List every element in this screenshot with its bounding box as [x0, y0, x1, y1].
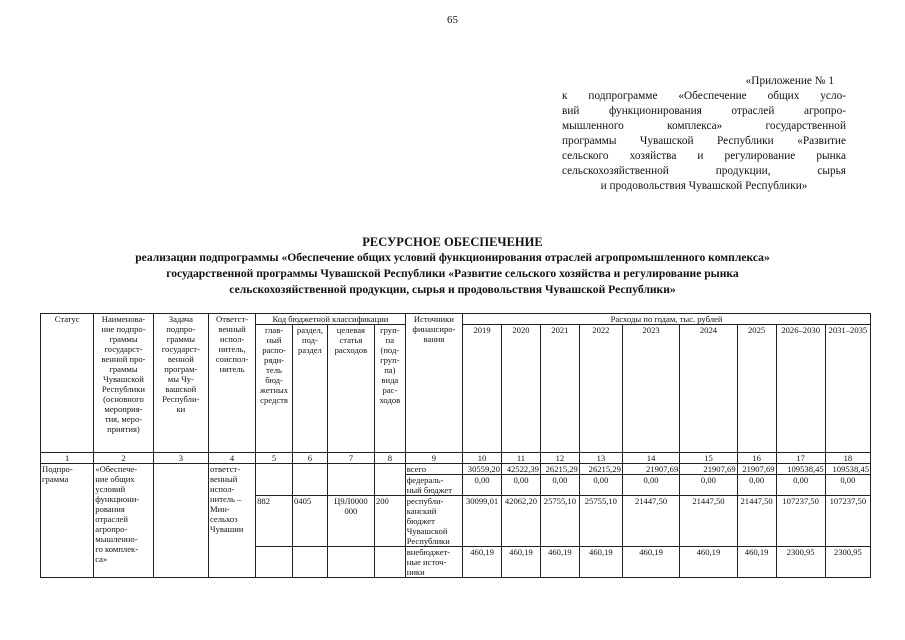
- cell-value: 25755,10: [579, 496, 622, 547]
- column-number-row: [41, 453, 871, 464]
- column-number: 2: [94, 453, 153, 464]
- column-number: 9: [405, 453, 462, 464]
- header-executor: Ответст- венный испол- нитель, соиспол- нитель: [209, 314, 256, 453]
- page-number: 65: [447, 14, 458, 26]
- cell-value: 42522,39: [502, 464, 541, 475]
- cell-value: 21447,50: [622, 496, 679, 547]
- header-status: Статус: [41, 314, 94, 453]
- header-expenses-group: Расходы по годам, тыс. рублей: [463, 314, 871, 325]
- header-budget-code-group: Код бюджетной классификации: [256, 314, 406, 325]
- header-task: Задача подпро- граммы государст- венной програм- мы Чу- вашской Республи- ки: [153, 314, 208, 453]
- header-budget-code: груп- па (под- груп- па) вида рас- ходов: [374, 325, 405, 453]
- column-number: 4: [209, 453, 256, 464]
- column-number: 14: [622, 453, 679, 464]
- cell-value: 107237,50: [776, 496, 825, 547]
- header-budget-code: целевая статья расходов: [327, 325, 374, 453]
- appendix-line: мышленного комплекса» государственной: [562, 120, 846, 132]
- header-year: 2025: [737, 325, 776, 453]
- column-number: 7: [327, 453, 374, 464]
- cell-value: 0,00: [737, 475, 776, 496]
- header-row: [41, 314, 871, 325]
- cell-value: 0,00: [776, 475, 825, 496]
- header-year: 2023: [622, 325, 679, 453]
- column-number: 1: [41, 453, 94, 464]
- appendix-line: вий функционирования отраслей агропро-: [562, 105, 846, 117]
- column-number: 6: [293, 453, 328, 464]
- resource-table: [40, 313, 871, 578]
- header-year: 2020: [502, 325, 541, 453]
- cell-value: 25755,10: [540, 496, 579, 547]
- cell-value: 109538,45: [776, 464, 825, 475]
- appendix-line: и продовольствия Чувашской Республики»: [600, 180, 808, 192]
- cell-vr: [374, 464, 405, 475]
- cell-value: 21447,50: [680, 496, 737, 547]
- cell-value: 2300,95: [776, 547, 825, 578]
- cell-status: Подпро- грамма: [41, 464, 94, 578]
- column-number: 18: [825, 453, 870, 464]
- cell-value: 460,19: [463, 547, 502, 578]
- appendix-line: сельскохозяйственной продукции, сырья: [562, 165, 846, 177]
- cell-task: [153, 464, 208, 578]
- header-year: 2019: [463, 325, 502, 453]
- cell-vr: [374, 475, 405, 496]
- cell-rz: 0405: [293, 496, 328, 547]
- cell-value: 26215,29: [540, 464, 579, 475]
- document-title: [0, 234, 905, 298]
- cell-value: 42062,20: [502, 496, 541, 547]
- cell-gr: [256, 547, 293, 578]
- cell-rz: [293, 547, 328, 578]
- cell-value: 0,00: [680, 475, 737, 496]
- column-number: 10: [463, 453, 502, 464]
- cell-value: 0,00: [622, 475, 679, 496]
- column-number: 3: [153, 453, 208, 464]
- cell-value: 0,00: [502, 475, 541, 496]
- column-number: 8: [374, 453, 405, 464]
- appendix-block: [562, 74, 846, 194]
- cell-value: 0,00: [540, 475, 579, 496]
- header-budget-code: глав- ный распо- ряди- тель бюд- жетных средств: [256, 325, 293, 453]
- cell-value: 26215,29: [579, 464, 622, 475]
- cell-cs: [327, 547, 374, 578]
- appendix-line: к подпрограмме «Обеспечение общих усло-: [562, 90, 846, 102]
- cell-value: 460,19: [579, 547, 622, 578]
- appendix-line: сельского хозяйства и регулирование рынка: [562, 150, 846, 162]
- column-number: 5: [256, 453, 293, 464]
- cell-source: федераль- ный бюджет: [405, 475, 462, 496]
- cell-value: 21907,69: [737, 464, 776, 475]
- cell-value: 460,19: [622, 547, 679, 578]
- cell-cs: [327, 475, 374, 496]
- cell-gr: [256, 464, 293, 475]
- cell-value: 21907,69: [622, 464, 679, 475]
- cell-source: внебюджет- ные источ- ники: [405, 547, 462, 578]
- cell-value: 460,19: [502, 547, 541, 578]
- header-sources: Источники финансиро- вания: [405, 314, 462, 453]
- cell-source: всего: [405, 464, 462, 475]
- column-number: 15: [680, 453, 737, 464]
- cell-gr: 882: [256, 496, 293, 547]
- cell-value: 21907,69: [680, 464, 737, 475]
- column-number: 11: [502, 453, 541, 464]
- appendix-head: «Приложение № 1: [745, 75, 834, 87]
- column-number: 16: [737, 453, 776, 464]
- table-row: [41, 464, 871, 475]
- cell-value: 21447,50: [737, 496, 776, 547]
- cell-value: 460,19: [737, 547, 776, 578]
- cell-executor: ответст- венный испол- нитель – Мин- сельхоз Чувашии: [209, 464, 256, 578]
- cell-value: 30099,01: [463, 496, 502, 547]
- cell-gr: [256, 475, 293, 496]
- cell-value: 109538,45: [825, 464, 870, 475]
- header-budget-code: раздел, под- раздел: [293, 325, 328, 453]
- appendix-line: программы Чувашской Республики «Развитие: [562, 135, 846, 147]
- header-year: 2024: [680, 325, 737, 453]
- header-name: Наименова- ние подпро- граммы государст- венной про- граммы Чувашской Республики (основного мероприя- тия, меро- приятия): [94, 314, 153, 453]
- cell-value: 0,00: [579, 475, 622, 496]
- cell-value: 460,19: [540, 547, 579, 578]
- cell-cs: [327, 464, 374, 475]
- cell-value: 2300,95: [825, 547, 870, 578]
- column-number: 12: [540, 453, 579, 464]
- title-subtitle-line: государственной программы Чувашской Республики «Развитие сельского хозяйства и регулирование рынка: [166, 267, 739, 280]
- cell-cs: Ц9Л0000 000: [327, 496, 374, 547]
- cell-value: 0,00: [463, 475, 502, 496]
- cell-name: «Обеспече- ние общих условий функциони- рования отраслей агропро- мышленно- го комплек- са»: [94, 464, 153, 578]
- cell-vr: [374, 547, 405, 578]
- header-year: 2021: [540, 325, 579, 453]
- cell-value: 30559,20: [463, 464, 502, 475]
- cell-value: 0,00: [825, 475, 870, 496]
- column-number: 13: [579, 453, 622, 464]
- cell-value: 107237,50: [825, 496, 870, 547]
- title-subtitle-line: сельскохозяйственной продукции, сырья и продовольствия Чувашской Республики»: [229, 283, 676, 296]
- cell-vr: 200: [374, 496, 405, 547]
- cell-value: 460,19: [680, 547, 737, 578]
- cell-source: республи- канский бюджет Чувашской Республики: [405, 496, 462, 547]
- header-year: 2031–2035: [825, 325, 870, 453]
- title-subtitle-line: реализации подпрограммы «Обеспечение общих условий функционирования отраслей агропромышленного комплекса»: [135, 251, 770, 264]
- title-main: РЕСУРСНОЕ ОБЕСПЕЧЕНИЕ: [362, 235, 543, 249]
- column-number: 17: [776, 453, 825, 464]
- cell-rz: [293, 475, 328, 496]
- cell-rz: [293, 464, 328, 475]
- header-year: 2022: [579, 325, 622, 453]
- header-year: 2026–2030: [776, 325, 825, 453]
